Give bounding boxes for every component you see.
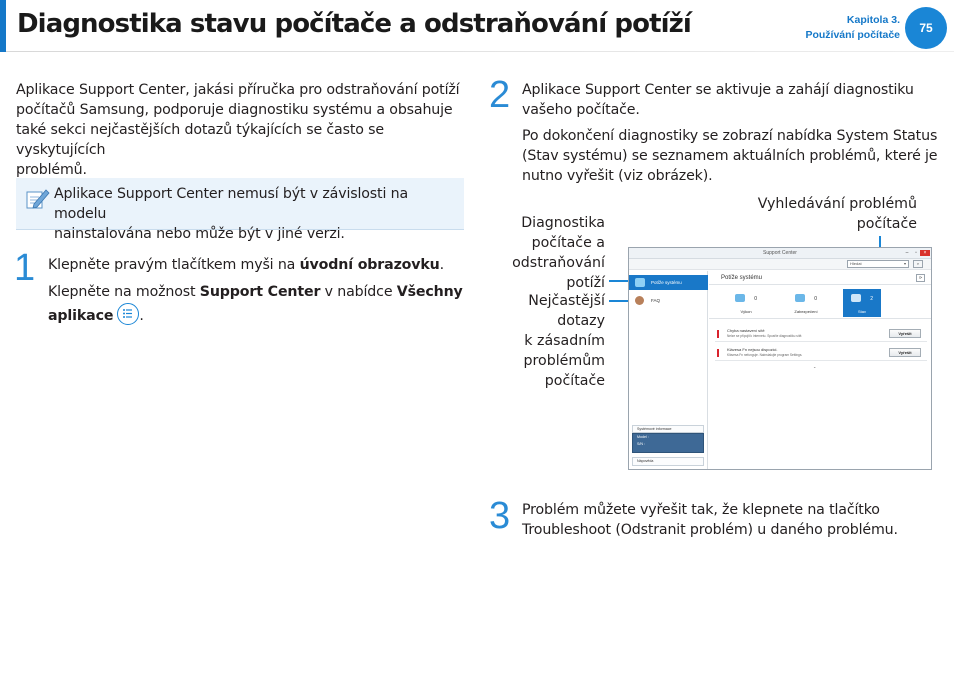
step1-instruction-2 bbox=[48, 282, 468, 327]
tile-count: 0 bbox=[754, 296, 757, 302]
callout-line: odstraňování bbox=[512, 255, 605, 271]
security-icon bbox=[795, 294, 805, 302]
step3-line: Problém můžete vyřešit tak, že klepnete na tlačítko bbox=[522, 502, 880, 518]
step3-paragraph bbox=[522, 500, 942, 540]
error-indicator bbox=[717, 349, 719, 357]
callout-line: počítače bbox=[544, 373, 605, 389]
support-center-label: Support Center bbox=[199, 284, 321, 300]
header-accent-bar bbox=[0, 0, 6, 52]
status-icon bbox=[851, 294, 861, 302]
tile-count: 0 bbox=[814, 296, 817, 302]
callout-line: počítače bbox=[856, 216, 917, 232]
issue-row bbox=[715, 345, 927, 361]
tile-status[interactable] bbox=[843, 289, 881, 317]
pencil-note-icon bbox=[24, 186, 50, 212]
chapter-name: Používání počítače bbox=[805, 29, 900, 41]
main-heading bbox=[709, 271, 931, 285]
sysinfo-panel bbox=[632, 433, 704, 453]
support-center-window bbox=[628, 247, 932, 470]
maximize-icon[interactable]: ▫ bbox=[915, 250, 917, 256]
note-line: Aplikace Support Center nemusí být v závislosti na modelu bbox=[54, 186, 408, 222]
close-icon[interactable]: × bbox=[920, 250, 930, 256]
step1-text: . bbox=[139, 308, 144, 324]
sidebar-item-label: FAQ bbox=[651, 298, 661, 303]
step2-line: vašeho počítače. bbox=[522, 102, 640, 118]
chevron-down-icon[interactable]: ⌄ bbox=[813, 364, 817, 369]
callout-line: Diagnostika bbox=[521, 215, 605, 231]
step2-paragraph-1 bbox=[522, 80, 942, 120]
header-divider bbox=[6, 51, 954, 52]
step2-line: (Stav systému) se seznamem aktuálních problémů, které je bbox=[522, 148, 938, 164]
intro-line: také sekci nejčastějších dotazů týkajících se často se vyskytujících bbox=[16, 122, 384, 158]
step-number: 2 bbox=[489, 74, 511, 116]
page-number-badge: 75 bbox=[905, 7, 947, 49]
step2-paragraph-2 bbox=[522, 126, 942, 186]
window-toolbar bbox=[629, 259, 931, 270]
tile-count: 2 bbox=[870, 296, 873, 302]
chapter-number: Kapitola 3. bbox=[846, 14, 900, 26]
callout-search bbox=[740, 194, 917, 234]
issue-description: Nelze se připojit k internetu. Spusťte diagnostiku sítě. bbox=[727, 334, 803, 338]
troubleshoot-button[interactable]: Vyřešit bbox=[889, 329, 921, 338]
intro-line: počítačů Samsung, podporuje diagnostiku systému a obsahuje bbox=[16, 102, 453, 118]
note-text bbox=[54, 184, 464, 244]
note-box bbox=[16, 178, 464, 242]
system-status-icon bbox=[635, 278, 645, 287]
main-heading-text: Potíže systému bbox=[721, 275, 763, 281]
error-indicator bbox=[717, 330, 719, 338]
callout-line: počítače a bbox=[531, 235, 605, 251]
sidebar-item-faq[interactable] bbox=[629, 293, 708, 308]
sidebar bbox=[629, 271, 708, 469]
step1-instruction-1 bbox=[48, 255, 468, 275]
window-titlebar bbox=[629, 248, 931, 259]
help-label: Nápověda bbox=[637, 459, 654, 463]
sidebar-item-label: Potíže systému bbox=[651, 280, 682, 285]
step1-text: v nabídce bbox=[320, 284, 397, 300]
step2-line: nutno vyřešit (viz obrázek). bbox=[522, 168, 713, 184]
search-dropdown-icon[interactable]: ▾ bbox=[903, 261, 906, 266]
chapter-label bbox=[805, 13, 900, 43]
step1-text: . bbox=[439, 257, 444, 273]
step-number: 1 bbox=[14, 247, 36, 289]
tile-security[interactable] bbox=[787, 289, 825, 317]
step3-line: Troubleshoot (Odstranit problém) u daného problému. bbox=[522, 522, 898, 538]
step1-text: Klepněte pravým tlačítkem myši na bbox=[48, 257, 300, 273]
all-apps-list-icon bbox=[117, 303, 139, 325]
status-tiles bbox=[709, 289, 931, 317]
tiles-divider bbox=[709, 318, 931, 319]
refresh-icon[interactable]: ⟳ bbox=[916, 274, 925, 282]
intro-paragraph bbox=[16, 80, 466, 180]
tile-label: Stav bbox=[857, 309, 866, 314]
callout-faq bbox=[500, 291, 605, 391]
search-placeholder: Hledat bbox=[850, 261, 862, 266]
performance-icon bbox=[735, 294, 745, 302]
issue-title: Chyba nastavení sítě bbox=[727, 328, 765, 333]
callout-line: k zásadním bbox=[524, 333, 605, 349]
intro-line: Aplikace Support Center, jakási příručka pro odstraňování potíží bbox=[16, 82, 460, 98]
callout-line: dotazy bbox=[557, 313, 605, 329]
tile-performance[interactable] bbox=[727, 289, 765, 317]
page-title: Diagnostika stavu počítače a odstraňování potíží bbox=[17, 9, 691, 39]
search-icon[interactable]: ⌕ bbox=[913, 260, 923, 268]
sysinfo-label: Systémové informace bbox=[637, 427, 672, 431]
troubleshoot-button[interactable]: Vyřešit bbox=[889, 348, 921, 357]
callout-line: Vyhledávání problémů bbox=[757, 196, 917, 212]
window-title: Support Center bbox=[763, 250, 797, 256]
help-button[interactable] bbox=[632, 457, 704, 466]
all-apps-label: Všechny bbox=[396, 284, 463, 300]
start-screen-label: úvodní obrazovku bbox=[299, 257, 440, 273]
tile-label: Zabezpečení bbox=[794, 309, 818, 314]
minimize-icon[interactable]: – bbox=[905, 250, 909, 256]
sidebar-item-system-status[interactable] bbox=[629, 275, 708, 290]
step-number: 3 bbox=[489, 495, 511, 537]
faq-person-icon bbox=[635, 296, 644, 305]
step1-text: Klepněte na možnost bbox=[48, 284, 200, 300]
search-input[interactable] bbox=[847, 260, 909, 268]
all-apps-label: aplikace bbox=[48, 308, 114, 324]
callout-line: potíží bbox=[566, 275, 605, 291]
serial-label: S/N : bbox=[637, 442, 645, 446]
model-label: Model : bbox=[637, 435, 649, 439]
tile-label: Výkon bbox=[740, 309, 752, 314]
issue-description: Klávesa Fn nefunguje. Nainstalujte program Settings. bbox=[727, 353, 803, 357]
intro-line: problémů. bbox=[16, 162, 87, 178]
main-panel bbox=[709, 271, 931, 469]
step2-line: Po dokončení diagnostiky se zobrazí nabídka System Status bbox=[522, 128, 938, 144]
callout-diagnostics bbox=[500, 213, 605, 293]
callout-line: Nejčastější bbox=[528, 293, 605, 309]
issue-row bbox=[715, 326, 927, 342]
issue-title: Klávesa Fn nejsou dispozici. bbox=[727, 347, 778, 352]
sysinfo-header[interactable] bbox=[632, 425, 704, 433]
callout-line: problémům bbox=[523, 353, 605, 369]
step2-line: Aplikace Support Center se aktivuje a zahájí diagnostiku bbox=[522, 82, 914, 98]
note-line: nainstalována nebo může být v jiné verzi. bbox=[54, 226, 345, 242]
